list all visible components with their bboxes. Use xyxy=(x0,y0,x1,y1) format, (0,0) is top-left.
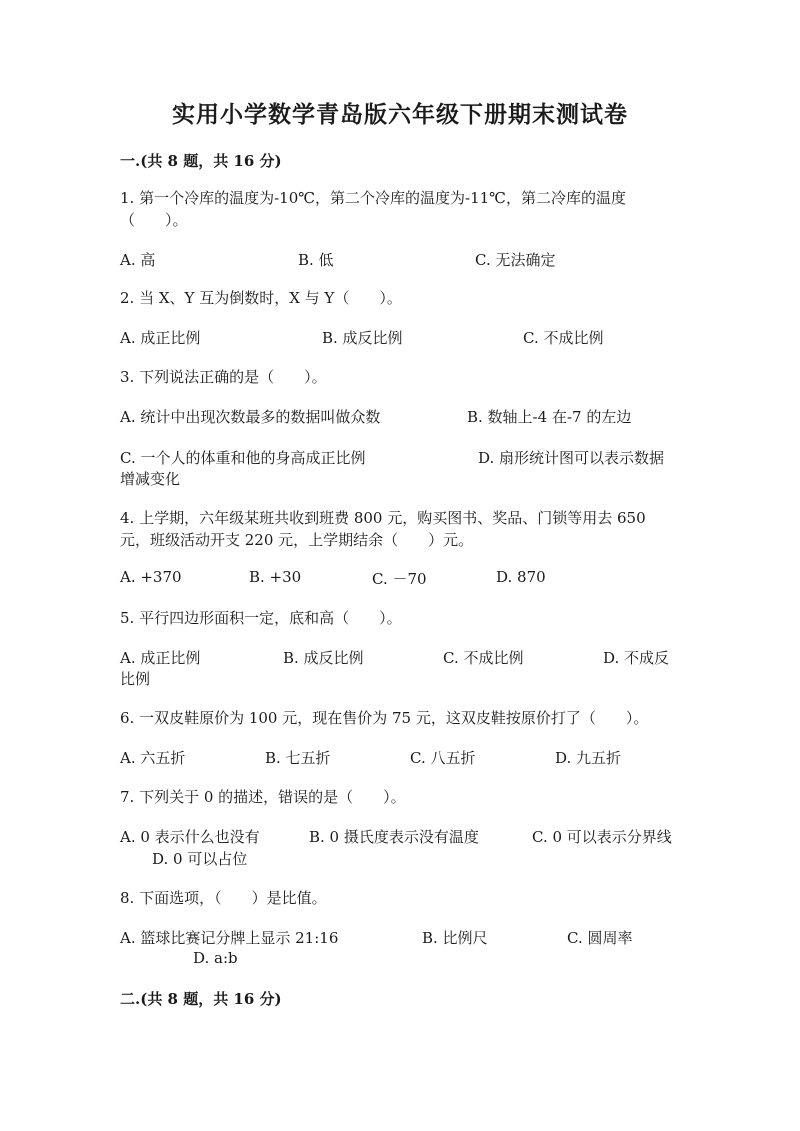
q1-option-a: A. 高 xyxy=(120,251,156,269)
q4-option-c: C. －70 xyxy=(372,570,427,588)
question-6-line-1: 6. 一双皮鞋原价为 100 元，现在售价为 75 元，这双皮鞋按原价打了（ ）。 xyxy=(120,709,649,727)
question-1-line-2: （ ）。 xyxy=(120,211,188,229)
q8-option-b: B. 比例尺 xyxy=(422,929,488,947)
question-3-line-1: 3. 下列说法正确的是（ ）。 xyxy=(120,368,327,386)
question-1-line-1: 1. 第一个冷库的温度为-10℃，第二个冷库的温度为-11℃，第二冷库的温度 xyxy=(120,189,626,207)
question-4-line-2: 元，班级活动开支 220 元，上学期结余（ ）元。 xyxy=(120,531,474,549)
q7-option-d: D. 0 可以占位 xyxy=(152,850,248,868)
q3-option-d: D. 扇形统计图可以表示数据 xyxy=(478,449,665,467)
q8-option-d: D. a:b xyxy=(193,949,238,967)
q1-option-c: C. 无法确定 xyxy=(475,251,556,269)
q4-option-b: B. +30 xyxy=(249,568,302,586)
question-2-line-1: 2. 当 X、Y 互为倒数时，X 与 Y（ ）。 xyxy=(120,289,402,307)
question-5-line-1: 5. 平行四边形面积一定，底和高（ ）。 xyxy=(120,609,402,627)
q7-option-c: C. 0 可以表示分界线 xyxy=(532,828,672,846)
q5-option-a: A. 成正比例 xyxy=(120,649,201,667)
section-heading-2: 二.(共 8 题，共 16 分) xyxy=(120,990,282,1008)
q5-option-d: D. 不成反 xyxy=(603,649,670,667)
q3-option-d-continued: 增减变化 xyxy=(120,470,181,488)
question-4-line-1: 4. 上学期，六年级某班共收到班费 800 元，购买图书、奖品、门锁等用去 650 xyxy=(120,509,646,527)
q6-option-b: B. 七五折 xyxy=(265,749,331,767)
q2-option-c: C. 不成比例 xyxy=(523,329,604,347)
q5-option-c: C. 不成比例 xyxy=(443,649,524,667)
page-title: 实用小学数学青岛版六年级下册期末测试卷 xyxy=(172,101,628,128)
q5-option-d-continued: 比例 xyxy=(120,670,151,688)
section-heading-1: 一.(共 8 题，共 16 分) xyxy=(120,152,282,170)
q3-option-c: C. 一个人的体重和他的身高成正比例 xyxy=(120,449,366,467)
q3-option-a: A. 统计中出现次数最多的数据叫做众数 xyxy=(120,408,381,426)
q8-option-c: C. 圆周率 xyxy=(567,929,633,947)
q8-option-a: A. 篮球比赛记分牌上显示 21:16 xyxy=(120,929,339,947)
q6-option-c: C. 八五折 xyxy=(410,749,476,767)
q6-option-a: A. 六五折 xyxy=(120,749,186,767)
q3-option-b: B. 数轴上-4 在-7 的左边 xyxy=(467,408,632,426)
q7-option-b: B. 0 摄氏度表示没有温度 xyxy=(309,828,479,846)
q2-option-a: A. 成正比例 xyxy=(120,329,201,347)
question-8-line-1: 8. 下面选项，（ ）是比值。 xyxy=(120,889,327,907)
q4-option-a: A. +370 xyxy=(120,568,182,586)
q1-option-b: B. 低 xyxy=(298,251,334,269)
q4-option-d: D. 870 xyxy=(496,568,546,586)
question-7-line-1: 7. 下列关于 0 的描述，错误的是（ ）。 xyxy=(120,788,406,806)
q7-option-a: A. 0 表示什么也没有 xyxy=(120,828,260,846)
q6-option-d: D. 九五折 xyxy=(555,749,622,767)
q2-option-b: B. 成反比例 xyxy=(322,329,403,347)
q5-option-b: B. 成反比例 xyxy=(283,649,364,667)
